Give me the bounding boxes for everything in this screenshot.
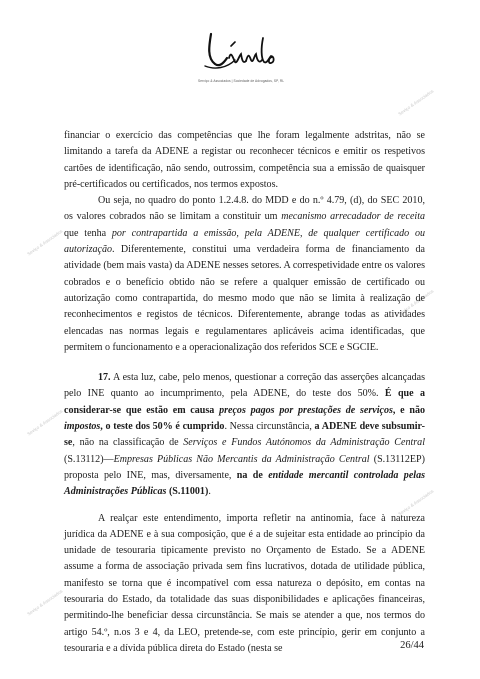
page-number: 26/44 bbox=[400, 640, 424, 651]
paragraph-4: A realçar este entendimento, importa refletir na antinomia, face à natureza jurídica da ADENE e à sua composição, que é a de sujeitar esta entidade ao princípio da unidade de tesouraria tipicamente previsto no Orçamento de Estado. Se a ADENE assume a forma de associação privada sem fins lucrativos, dotada de utilidade pública, manifesto se torna que é incompatível com essa natureza o depósito, em contas na tesouraria do Estado, da totalidade das suas disponibilidades e aplicações financeiras, permitindo-lhe beneficiar dessa circunstância. Se mais se atender a que, nos termos do artigo 54.º, n.os 3 e 4, da LEO, pretende-se, com este princípio, gerir em conjunto a tesouraria e a dívida pública direta do Estado (nesta se bbox=[64, 512, 425, 654]
document-body bbox=[64, 128, 425, 657]
bold-italic-run: impostos bbox=[64, 421, 101, 433]
bold-run: , e bbox=[392, 404, 410, 416]
bold-run: na de bbox=[236, 469, 269, 481]
paragraph-1: financiar o exercício das competências que lhe foram legalmente adstritas, não se limitando a tarefa da ADENE a registar ou reconhecer técnicos e emitir os respetivos cartões de identificação, não sendo, outrossim, competência sua a emissão de quaisquer pré-certificados ou certificados, nos termos expostos. bbox=[64, 130, 425, 190]
text-run: (S.13112EP) proposta pelo INE, mas, diversamente, bbox=[64, 453, 425, 481]
bold-run: a considerar-se que estão em causa bbox=[64, 388, 425, 416]
watermark-text: Seviço & Associados bbox=[26, 228, 64, 257]
text-run: . Diferentemente, constitui uma verdadeira forma de financiamento da atividade (bem mais vasta) da ADENE nesses setores. A correspetividade entre os valores cobrados e o benefício obtido não se refere a qualquer emissão de certificado ou autorização como contrapartida, do mesmo modo que não se limita à realização de reconhecimentos e registos de técnicos. Diferentemente, abrange todas as atividades elencadas nas normas legais e regulamentares aplicáveis acima identificadas, que permitem o funcionamento e a operacionalização dos referidos SCE e SGCIE. bbox=[64, 244, 425, 353]
bold-run: não bbox=[409, 404, 426, 416]
text-run: (S.13112) bbox=[64, 453, 104, 465]
italic-run: Serviços e Fundos Autónomos da Administração Central bbox=[183, 437, 425, 449]
text-run: Ou seja, no quadro do ponto 1.2.4.8. do MDD e do n.º 4.79, (d), do SEC 2010, os valores cobrados não se limitam a constituir um bbox=[64, 195, 425, 223]
italic-run: mecanismo arrecadador de receita bbox=[281, 211, 426, 223]
text-run: . bbox=[208, 486, 211, 498]
paragraph-number: 17. bbox=[98, 372, 111, 384]
logo-caption: Serviço & Associados | Sociedade de Advogados, SP, RL bbox=[198, 79, 285, 83]
bold-run: a ADENE deve subsumir-se bbox=[64, 421, 425, 449]
italic-run: por contrapartida a emissão, pela ADENE, de qualquer certificado ou autorização bbox=[64, 227, 425, 256]
watermark-text: Seviço & Associados bbox=[26, 408, 64, 437]
paragraph-17 bbox=[64, 370, 425, 500]
watermark-text: Seviço & Associados bbox=[26, 588, 64, 617]
firm-logo bbox=[198, 28, 285, 90]
text-run: , não na classificação de bbox=[72, 437, 184, 449]
bold-run: (S.11001) bbox=[166, 486, 209, 498]
italic-run: Empresas Públicas Não Mercantis da Administração Central bbox=[113, 453, 370, 465]
bold-italic-run: preços pagos por prestações de serviços bbox=[219, 404, 393, 416]
text-run: que tenha bbox=[64, 227, 112, 239]
text-run: . Nessa circunstância, bbox=[224, 421, 315, 433]
bold-run: É que bbox=[384, 388, 420, 400]
bold-italic-run: entidade mercantil controlada pelas Administrações Públicas bbox=[64, 469, 425, 498]
text-run: — bbox=[103, 453, 114, 465]
watermark-text: Seviço & Associados bbox=[397, 488, 435, 517]
paragraph-2 bbox=[64, 193, 425, 356]
watermark-text: Seviço & Associados bbox=[397, 288, 435, 317]
text-run: A esta luz, cabe, pelo menos, questionar a correção das asserções alcançadas pelo INE quanto ao incumprimento, pela ADENE, do teste dos 50%. bbox=[64, 372, 425, 400]
bold-run: , o teste dos 50% é cumprido bbox=[100, 421, 225, 433]
signature-logo-icon bbox=[201, 28, 279, 78]
watermark-text: Seviço & Associados bbox=[397, 88, 435, 117]
